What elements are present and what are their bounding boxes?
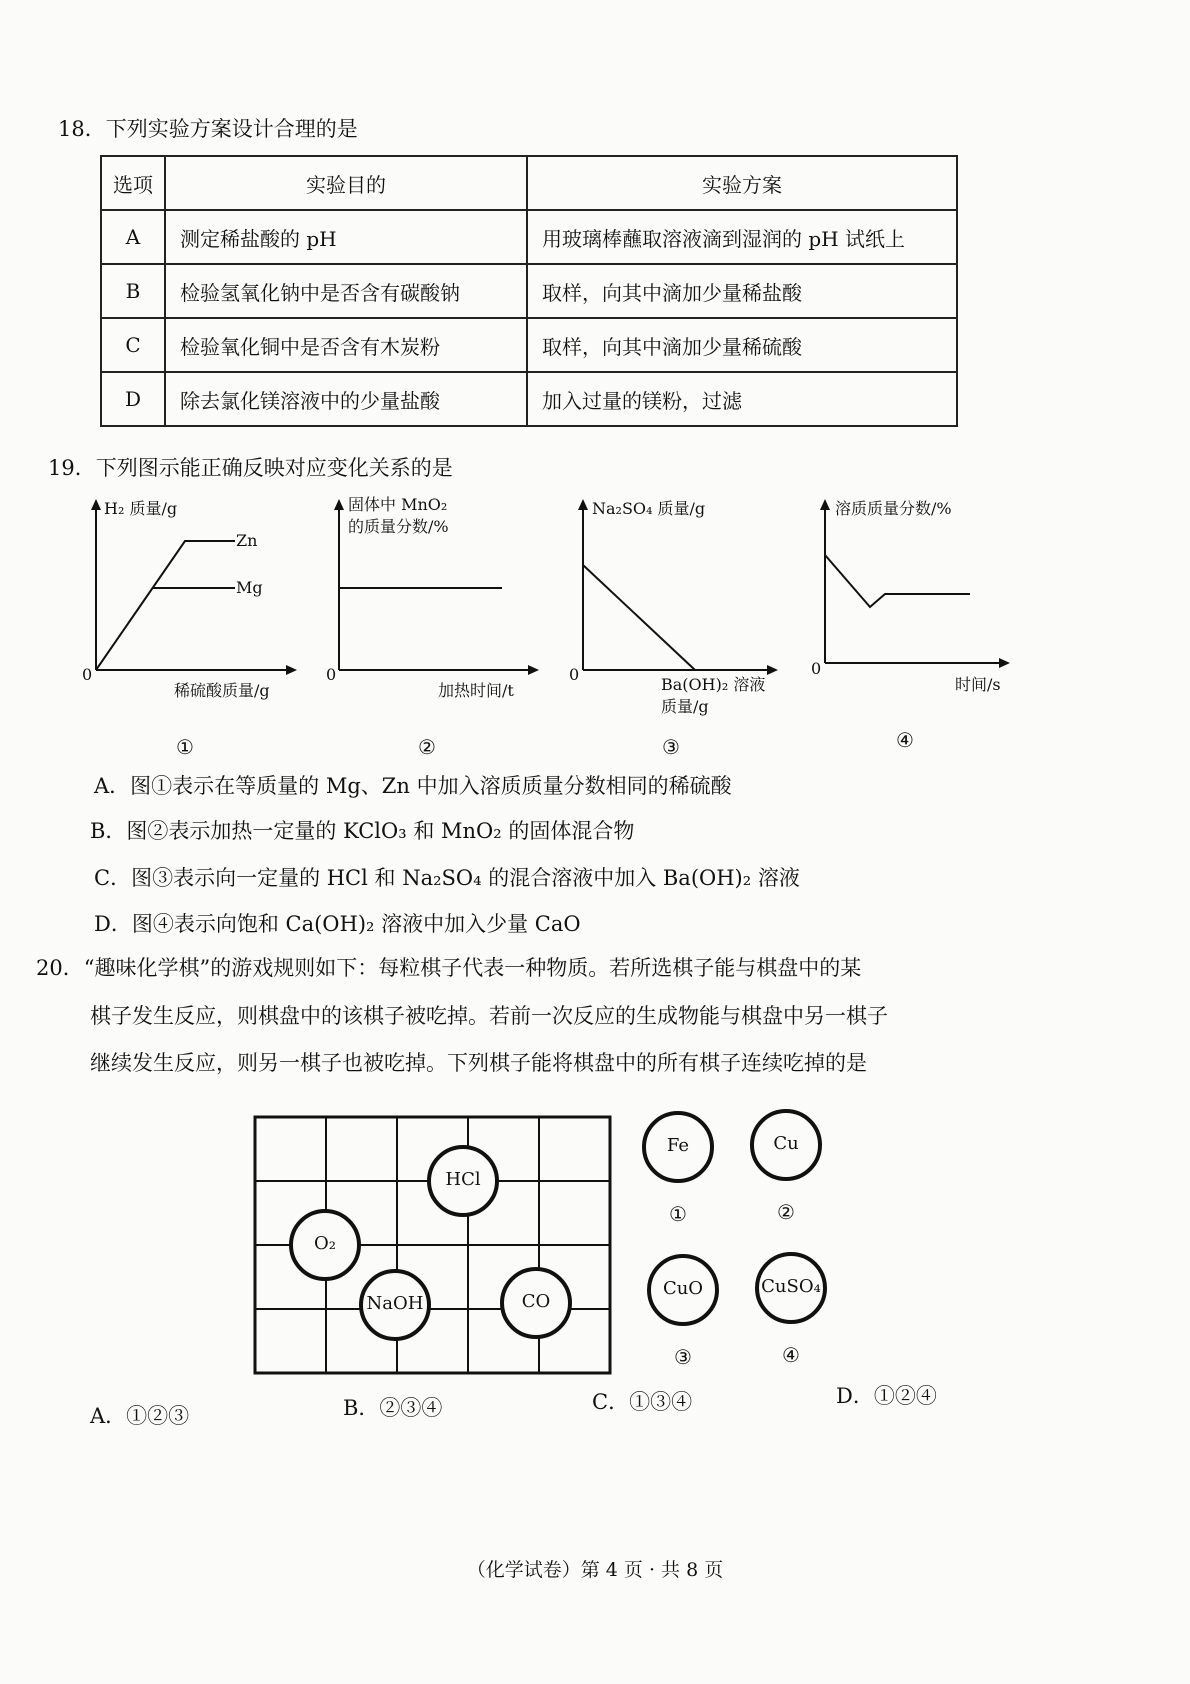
table-cell: A bbox=[101, 210, 165, 264]
graph-1-ylabel: H₂ 质量/g bbox=[104, 499, 178, 518]
graph-4-ylabel: 溶质质量分数/% bbox=[835, 499, 952, 518]
graph-3-origin: 0 bbox=[569, 665, 580, 684]
side-piece-number-3: ③ bbox=[674, 1345, 692, 1369]
table-row bbox=[101, 372, 957, 426]
graph-1-origin: 0 bbox=[82, 665, 93, 684]
q19-option-c: C．图③表示向一定量的 HCl 和 Na₂SO₄ 的混合溶液中加入 Ba(OH)₂ 溶液 bbox=[94, 866, 800, 890]
side-piece-cuo: CuO bbox=[662, 1278, 704, 1299]
board-piece-o2: O₂ bbox=[314, 1233, 336, 1254]
side-piece-number-4: ④ bbox=[782, 1343, 800, 1367]
side-piece-number-1: ① bbox=[669, 1202, 687, 1226]
graph-1 bbox=[70, 495, 300, 715]
series-label-mg: Mg bbox=[236, 578, 263, 597]
q18-table bbox=[100, 155, 958, 427]
table-cell: B bbox=[101, 264, 165, 318]
graph-4 bbox=[805, 495, 1035, 715]
na2so4-line bbox=[583, 565, 695, 670]
graph-2-ylabel-1: 固体中 MnO₂ bbox=[348, 495, 448, 514]
table-row bbox=[101, 264, 957, 318]
side-piece-fe: Fe bbox=[666, 1135, 690, 1156]
table-cell: 检验氢氧化钠中是否含有碳酸钠 bbox=[165, 264, 527, 318]
graph-3-number: ③ bbox=[662, 735, 680, 759]
zn-line bbox=[96, 541, 235, 670]
table-cell: 加入过量的镁粉，过滤 bbox=[527, 372, 957, 426]
table-cell: 测定稀盐酸的 pH bbox=[165, 210, 527, 264]
q20-option-b: B．②③④ bbox=[343, 1396, 443, 1420]
table-header-cell: 选项 bbox=[101, 156, 165, 210]
table-cell: 除去氯化镁溶液中的少量盐酸 bbox=[165, 372, 527, 426]
table-header-cell: 实验目的 bbox=[165, 156, 527, 210]
graph-2-origin: 0 bbox=[326, 665, 337, 684]
q20-option-a: A．①②③ bbox=[90, 1404, 190, 1428]
q20-option-c: C．①③④ bbox=[592, 1390, 693, 1414]
q19-stem: 19．下列图示能正确反映对应变化关系的是 bbox=[48, 456, 453, 480]
side-pieces bbox=[640, 1105, 880, 1375]
side-piece-cu: Cu bbox=[773, 1133, 799, 1154]
solute-fraction-line bbox=[825, 555, 970, 607]
table-row bbox=[101, 318, 957, 372]
q20-option-d: D．①②④ bbox=[836, 1384, 937, 1408]
side-piece-cuso4: CuSO₄ bbox=[761, 1276, 821, 1297]
graph-2 bbox=[320, 495, 550, 715]
q19-option-d: D．图④表示向饱和 Ca(OH)₂ 溶液中加入少量 CaO bbox=[94, 912, 581, 936]
graph-2-ylabel-2: 的质量分数/% bbox=[348, 517, 449, 536]
graph-4-xlabel: 时间/s bbox=[955, 675, 1001, 694]
table-cell: D bbox=[101, 372, 165, 426]
board-piece-naoh: NaOH bbox=[366, 1293, 424, 1314]
q20-line-3: 继续发生反应，则另一棋子也被吃掉。下列棋子能将棋盘中的所有棋子连续吃掉的是 bbox=[90, 1051, 867, 1075]
graph-1-number: ① bbox=[176, 735, 194, 759]
table-cell: 检验氧化铜中是否含有木炭粉 bbox=[165, 318, 527, 372]
table-cell: 取样，向其中滴加少量稀盐酸 bbox=[527, 264, 957, 318]
q20-line-2: 棋子发生反应，则棋盘中的该棋子被吃掉。若前一次反应的生成物能与棋盘中另一棋子 bbox=[90, 1004, 888, 1028]
graph-1-xlabel: 稀硫酸质量/g bbox=[174, 681, 270, 700]
table-cell: 用玻璃棒蘸取溶液滴到湿润的 pH 试纸上 bbox=[527, 210, 957, 264]
q19-option-b: B．图②表示加热一定量的 KClO₃ 和 MnO₂ 的固体混合物 bbox=[90, 819, 635, 843]
graph-4-origin: 0 bbox=[811, 659, 822, 678]
graph-2-number: ② bbox=[418, 735, 436, 759]
board-piece-co: CO bbox=[521, 1291, 551, 1312]
side-piece-number-2: ② bbox=[777, 1200, 795, 1224]
table-cell: C bbox=[101, 318, 165, 372]
graph-4-number: ④ bbox=[896, 728, 914, 752]
table-row bbox=[101, 210, 957, 264]
table-header-cell: 实验方案 bbox=[527, 156, 957, 210]
q20-line-1: 20．“趣味化学棋”的游戏规则如下：每粒棋子代表一种物质。若所选棋子能与棋盘中的某 bbox=[36, 956, 862, 980]
series-label-zn: Zn bbox=[236, 531, 258, 550]
q18-stem: 18．下列实验方案设计合理的是 bbox=[58, 117, 358, 141]
q19-option-a: A．图①表示在等质量的 Mg、Zn 中加入溶质质量分数相同的稀硫酸 bbox=[94, 774, 732, 798]
chess-board bbox=[253, 1115, 613, 1377]
graph-3-ylabel: Na₂SO₄ 质量/g bbox=[592, 499, 706, 518]
page-footer: （化学试卷）第 4 页 · 共 8 页 bbox=[466, 1559, 724, 1581]
graph-3-xlabel-1: Ba(OH)₂ 溶液 bbox=[661, 675, 766, 694]
table-cell: 取样，向其中滴加少量稀硫酸 bbox=[527, 318, 957, 372]
board-piece-hcl: HCl bbox=[445, 1169, 481, 1190]
graph-2-xlabel: 加热时间/t bbox=[438, 681, 514, 700]
graph-3-xlabel-2: 质量/g bbox=[661, 697, 709, 716]
table-header-row bbox=[101, 156, 957, 210]
graph-3 bbox=[565, 495, 795, 725]
